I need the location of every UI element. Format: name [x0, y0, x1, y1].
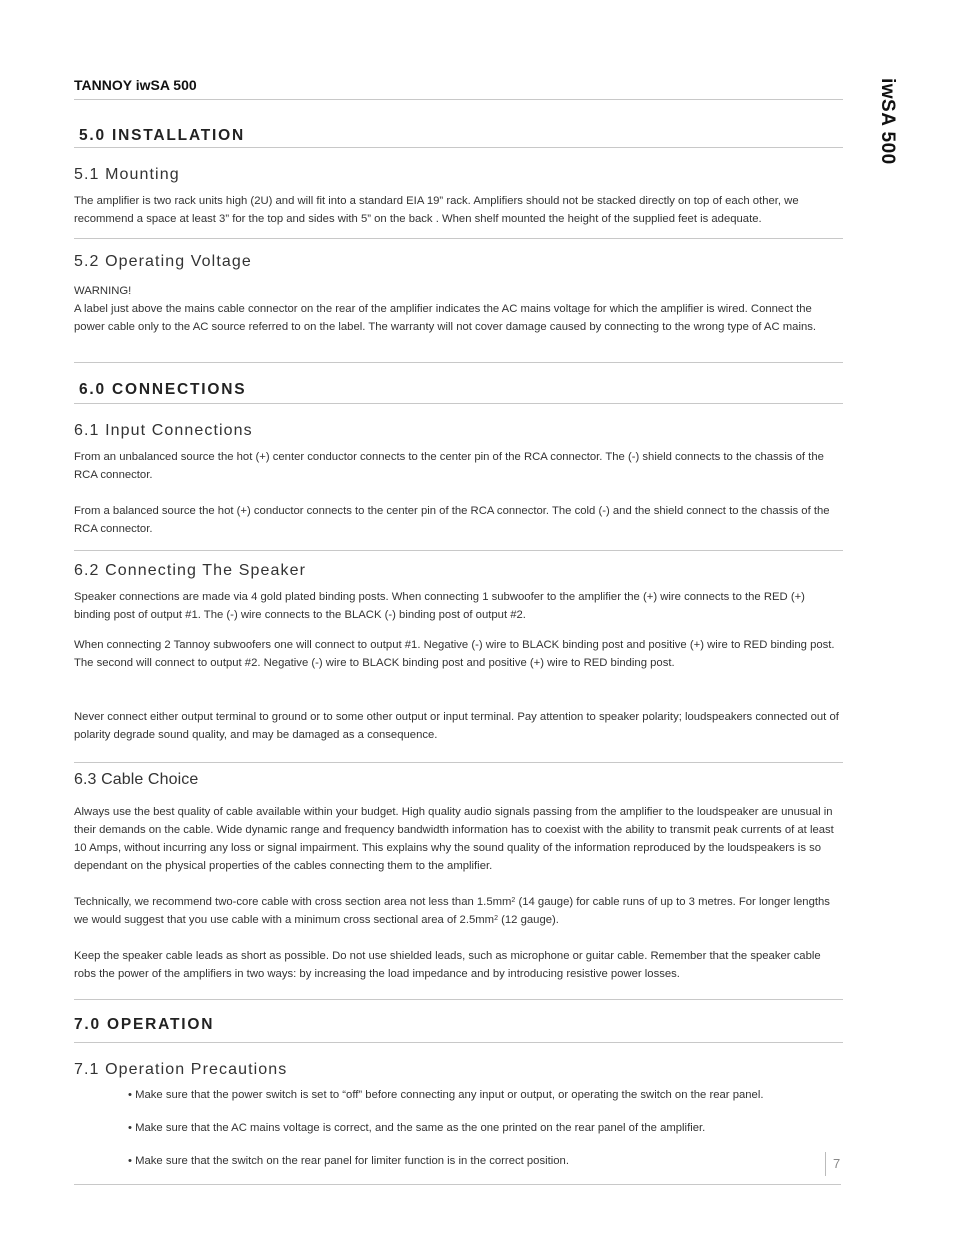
- list-item: • Make sure that the AC mains voltage is correct, and the same as the one printed on the rear panel of the amplifier.: [128, 1122, 706, 1134]
- page-number: 7: [825, 1152, 849, 1176]
- warning-label: WARNING!: [74, 285, 132, 297]
- section-heading-installation: 5.0 INSTALLATION: [79, 127, 246, 144]
- superscript: 2: [494, 915, 498, 922]
- paragraph-cable-1: Always use the best quality of cable available within your budget. High quality audio signals passing from the amplifier to the loudspeaker are unusual in their demands on the cable. Wide dynamic range and frequency bandwidth information has to coexist with the ability to transmit peak currents of at least 10 Amps, without incurring any loss or signal impairment. This explains why the sound quality of the information reproduced by the loudspeakers is so dependant on the physical properties of the cables connecting them to the amplifier.: [74, 806, 834, 872]
- section-heading-connections: 6.0 CONNECTIONS: [79, 381, 247, 398]
- section-heading-operation: 7.0 OPERATION: [74, 1016, 215, 1033]
- paragraph-speaker-1: Speaker connections are made via 4 gold plated binding posts. When connecting 1 subwoofer to the amplifier the (+) wire connects to the RED (+) binding post of output #1. The (-) wire connects to the BLACK (-) binding post of output #2.: [74, 591, 805, 621]
- divider: [74, 403, 843, 404]
- paragraph-speaker-3: Never connect either output terminal to ground or to some other output or input terminal. Pay attention to speaker polarity; loudspeakers connected out of polarity degrade sound quality, and may be damaged as a consequence.: [74, 711, 839, 741]
- divider: [74, 238, 843, 239]
- paragraph-input-balanced: From a balanced source the hot (+) conductor connects to the center pin of the RCA connector. The cold (-) and the shield connect to the chassis of the RCA connector.: [74, 505, 830, 535]
- divider: [74, 362, 843, 363]
- subheading-connecting-speaker: 6.2 Connecting The Speaker: [74, 562, 306, 579]
- paragraph-input-unbalanced: From an unbalanced source the hot (+) center conductor connects to the center pin of the RCA connector. The (-) shield connects to the chassis of the RCA connector.: [74, 451, 824, 481]
- paragraph-cable-3: Keep the speaker cable leads as short as possible. Do not use shielded leads, such as microphone or guitar cable. Remember that the speaker cable robs the power of the amplifiers in two ways: by increasing the load impedance and by introducing resistive power losses.: [74, 950, 821, 980]
- divider: [74, 147, 843, 148]
- divider: [74, 762, 843, 763]
- subheading-operating-voltage: 5.2 Operating Voltage: [74, 253, 252, 270]
- divider: [74, 999, 843, 1000]
- divider: [74, 550, 843, 551]
- side-title: iwSA 500: [877, 78, 898, 165]
- paragraph-mounting: The amplifier is two rack units high (2U) and will fit into a standard EIA 19” rack. Amplifiers should not be stacked directly on top of each other, we recommend a space at least 3” for the top and sides with 5” on the back . When shelf mounted the height of the supplied feet is adequate.: [74, 195, 799, 225]
- footer-divider: [74, 1184, 841, 1185]
- superscript: 2: [511, 897, 516, 904]
- list-item: • Make sure that the switch on the rear panel for limiter function is in the correct position.: [128, 1155, 569, 1167]
- header-title: TANNOY iwSA 500: [74, 77, 197, 93]
- subheading-input-connections: 6.1 Input Connections: [74, 422, 253, 439]
- divider: [74, 99, 843, 100]
- paragraph-speaker-2: When connecting 2 Tannoy subwoofers one will connect to output #1. Negative (-) wire to BLACK binding post and positive (+) wire to RED binding post. The second will connect to output #2. Negative (-) wire to BLACK binding post and positive (+) wire to RED binding post.: [74, 639, 835, 669]
- subheading-operation-precautions: 7.1 Operation Precautions: [74, 1061, 288, 1078]
- paragraph-operating-voltage: A label just above the mains cable connector on the rear of the amplifier indicates the AC mains voltage for which the amplifier is wired. Connect the power cable only to the AC source referred to on the label. The warranty will not cover damage caused by connecting to the wrong type of AC mains.: [74, 303, 817, 333]
- divider: [74, 1042, 843, 1043]
- subheading-mounting: 5.1 Mounting: [74, 166, 180, 183]
- subheading-cable-choice: 6.3 Cable Choice: [74, 771, 199, 788]
- list-item: • Make sure that the power switch is set to “off” before connecting any input or output, or operating the switch on the rear panel.: [128, 1089, 764, 1101]
- paragraph-cable-2: Technically, we recommend two-core cable with cross section area not less than $1.5mm^2$ (14 gauge) for cable runs of up to 3 metres. For longer lengths we would suggest that you use cable with a minimum cross sectional area of $2.5mm^2$ (12 gauge).: [74, 896, 830, 926]
